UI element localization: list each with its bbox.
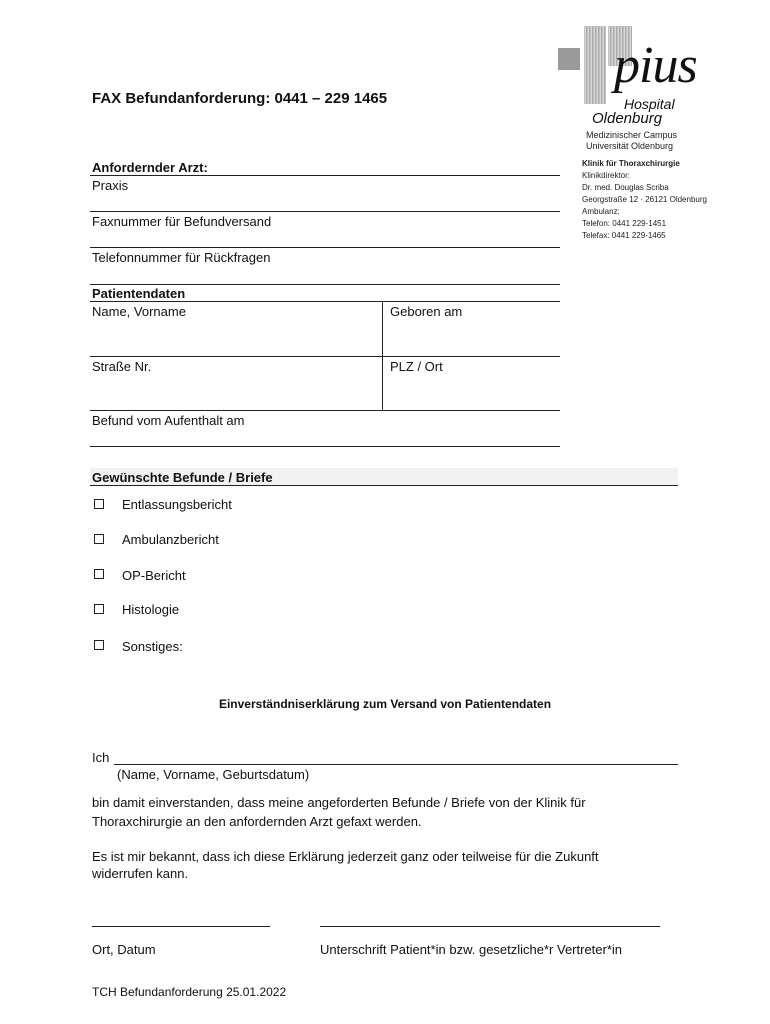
logo-name: pius [614,37,697,94]
divider [90,247,560,248]
logo-campus [586,130,677,152]
divider [90,301,560,302]
clinic-name: Klinik für Thoraxchirurgie [582,159,680,168]
name-hint: (Name, Vorname, Geburtsdatum) [117,767,310,782]
aufenthalt-field[interactable]: Befund vom Aufenthalt am [92,413,245,428]
divider [90,211,560,212]
patient-heading: Patientendaten [92,286,186,301]
checkbox-sonstiges[interactable] [94,640,104,650]
ich-label: Ich [92,750,110,765]
checkbox-entlassungsbericht[interactable] [94,499,104,509]
divider [90,175,560,176]
option-entlassungsbericht: Entlassungsbericht [122,497,232,512]
checkbox-ambulanzbericht[interactable] [94,534,104,544]
consent-text-2: Thoraxchirurgie an den anfordernden Arzt gefaxt werden. [92,814,422,829]
option-sonstiges: Sonstiges: [122,639,183,654]
divider [90,446,560,447]
option-op-bericht: OP-Bericht [122,568,186,583]
logo-campus-line1: Medizinischer Campus [586,130,678,140]
divider [90,356,560,357]
consent-text-3: Es ist mir bekannt, dass ich diese Erklärung jederzeit ganz oder teilweise für die Zukunft [92,849,599,864]
arzt-heading: Anfordernder Arzt: [92,160,208,175]
clinic-address: Georgstraße 12 · 26121 Oldenburg [582,195,707,204]
checkbox-op-bericht[interactable] [94,569,104,579]
footer: TCH Befundanforderung 25.01.2022 [92,985,287,999]
praxis-field[interactable]: Praxis [92,178,129,193]
page-title: FAX Befundanforderung: 0441 – 229 1465 [92,90,388,107]
clinic-ambulanz: Ambulanz: [582,207,620,216]
plz-field[interactable]: PLZ / Ort [390,359,443,374]
clinic-info [582,158,707,242]
name-signature-line[interactable] [114,764,678,765]
hospital-logo [556,26,726,156]
logo-sub2: Oldenburg [592,110,663,127]
unterschrift-line[interactable] [320,926,660,927]
befunde-heading: Gewünschte Befunde / Briefe [92,470,273,485]
faxnummer-field[interactable]: Faxnummer für Befundversand [92,214,272,229]
strasse-field[interactable]: Straße Nr. [92,359,152,374]
name-field[interactable]: Name, Vorname [92,304,186,319]
logo-sub1: Hospital [624,96,675,112]
telefon-field[interactable]: Telefonnummer für Rückfragen [92,250,271,265]
divider [90,485,678,486]
divider [90,284,560,285]
consent-heading: Einverständniserklärung zum Versand von Patientendaten [218,697,552,711]
ort-datum-line[interactable] [92,926,270,927]
consent-text-1: bin damit einverstanden, dass meine angeforderten Befunde / Briefe von der Klinik für [92,795,586,810]
logo-campus-line2: Universität Oldenburg [586,141,674,151]
divider [90,410,560,411]
option-ambulanzbericht: Ambulanzbericht [122,532,219,547]
clinic-telefax: Telefax: 0441 229-1465 [582,231,666,240]
option-histologie: Histologie [122,602,180,617]
geboren-field[interactable]: Geboren am [390,304,463,319]
checkbox-histologie[interactable] [94,604,104,614]
ort-datum-label: Ort, Datum [92,942,156,957]
unterschrift-label: Unterschrift Patient*in bzw. gesetzliche*r Vertreter*in [320,942,623,957]
consent-text-4: widerrufen kann. [92,866,189,881]
clinic-director-label: Klinikdirektor: [582,171,631,180]
clinic-director: Dr. med. Douglas Scriba [582,183,669,192]
clinic-telefon: Telefon: 0441 229-1451 [582,219,667,228]
